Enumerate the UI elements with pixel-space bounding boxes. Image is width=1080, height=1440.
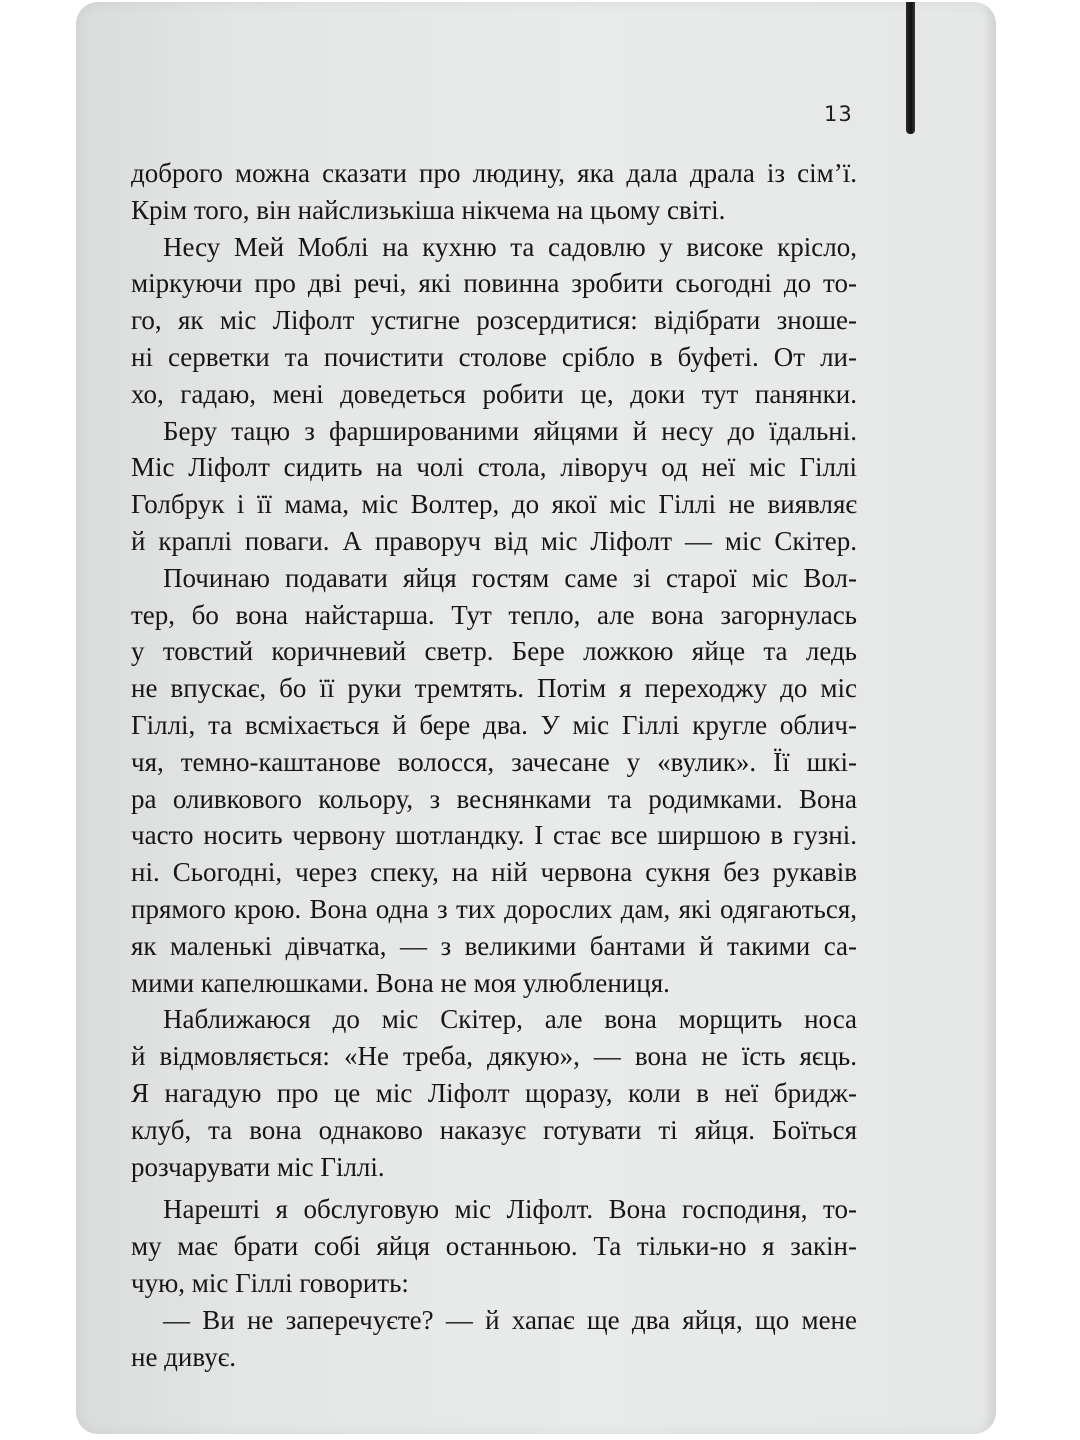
paragraph xyxy=(131,1191,857,1301)
text-line: Наближаюся до міс Скітер, але вона морщить носа xyxy=(163,1004,857,1035)
page-number: 13 xyxy=(824,102,853,126)
text-line: як маленькі дівчатка, — з великими бантами й такими са- xyxy=(131,930,857,961)
text-line: не дивує. xyxy=(131,1341,237,1372)
paragraph xyxy=(131,1001,857,1185)
text-line: й відмовляється: «Не треба, дякую», — вона не їсть яєць. xyxy=(131,1041,857,1072)
text-line: у товстий коричневий светр. Бере ложкою яйце та ледь xyxy=(131,636,857,667)
text-line: ні. Сьогодні, через спеку, на ній червона сукня без рукавів xyxy=(131,857,857,888)
bookmark-ribbon xyxy=(906,2,915,134)
text-line: чую, міс Гіллі говорить: xyxy=(131,1267,409,1298)
text-line: розчарувати міс Гіллі. xyxy=(131,1151,385,1182)
text-line: чя, темно-каштанове волосся, зачесане у «вулик». Її шкі- xyxy=(131,746,857,777)
text-line: не впускає, бо її руки тремтять. Потім я переходжу до міс xyxy=(131,673,857,704)
text-line: ні серветки та почистити столове срібло в буфеті. От ли- xyxy=(131,341,857,372)
paragraph xyxy=(131,229,857,413)
text-line: Беру тацю з фаршированими яйцями й несу до їдальні. xyxy=(163,415,857,446)
text-line: Я нагадую про це міс Ліфолт щоразу, коли в неї бридж- xyxy=(131,1077,857,1108)
text-line: тер, бо вона найстарша. Тут тепло, але вона загорнулась xyxy=(131,599,857,630)
text-line: доброго можна сказати про людину, яка дала драла із сім’ї. xyxy=(131,158,857,188)
paragraph xyxy=(131,1302,857,1376)
text-line: ра оливкового кольору, з веснянками та родимками. Вона xyxy=(131,783,857,814)
text-line: го, як міс Ліфолт устигне розсердитися: відібрати зноше- xyxy=(131,305,857,336)
paragraph xyxy=(131,560,857,1002)
paragraph xyxy=(131,413,857,560)
paragraph xyxy=(131,155,857,229)
text-line: хо, гадаю, мені доведеться робити це, доки тут панянки. xyxy=(131,378,857,409)
body-text xyxy=(131,155,857,1375)
text-line: му має брати собі яйця останньою. Та тільки-но я закін- xyxy=(131,1231,857,1262)
text-line: прямого крою. Вона одна з тих дорослих дам, які одягаються, xyxy=(131,893,857,924)
text-line: Нарешті я обслуговую міс Ліфолт. Вона господиня, то- xyxy=(163,1194,857,1225)
text-line: Голбрук і її мама, міс Волтер, до якої міс Гіллі не виявляє xyxy=(131,489,857,520)
text-line: Починаю подавати яйця гостям саме зі старої міс Вол- xyxy=(163,562,857,593)
text-line: Крім того, він найслизькіша нікчема на цьому світі. xyxy=(131,194,726,225)
book-page xyxy=(76,2,996,1434)
text-line: мими капелюшками. Вона не моя улюблениця. xyxy=(131,967,670,998)
text-line: — Ви не заперечуєте? — й хапає ще два яйця, що мене xyxy=(163,1304,857,1335)
text-line: клуб, та вона однаково наказує готувати ті яйця. Боїться xyxy=(131,1114,857,1145)
text-line: Міс Ліфолт сидить на чолі стола, ліворуч од неї міс Гіллі xyxy=(131,452,857,483)
text-line: часто носить червону шотландку. І стає все ширшою в гузні. xyxy=(131,820,857,851)
text-line: міркуючи про дві речі, які повинна зробити сьогодні до то- xyxy=(131,268,857,299)
text-line: Гіллі, та всміхається й бере два. У міс Гіллі кругле облич- xyxy=(131,709,857,740)
text-line: й краплі поваги. А праворуч від міс Ліфолт — міс Скітер. xyxy=(131,525,857,556)
page-edge-shadow xyxy=(982,2,996,1434)
text-line: Несу Мей Моблі на кухню та садовлю у високе крісло, xyxy=(163,231,857,262)
